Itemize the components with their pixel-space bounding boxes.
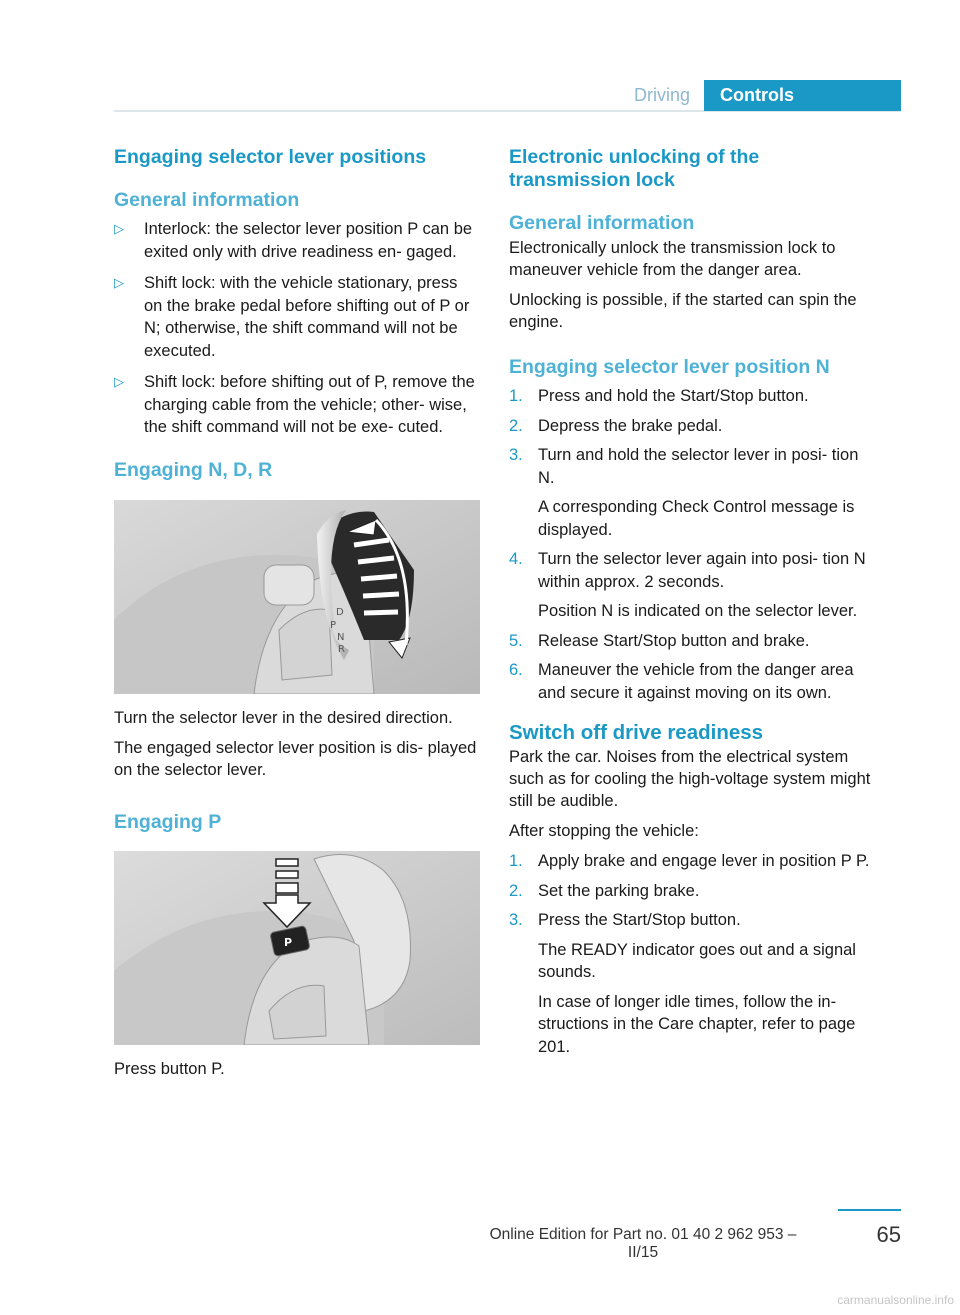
selector-lever-ndr-illustration bbox=[114, 500, 480, 694]
step-note: The READY indicator goes out and a signal sounds. bbox=[538, 940, 856, 981]
unlock-text-2: Unlocking is possible, if the started can spin the engine. bbox=[509, 291, 857, 331]
switch-off-steps bbox=[509, 850, 875, 1058]
engaging-ndr-heading: Engaging N, D, R bbox=[114, 458, 273, 481]
page-number: 65 bbox=[876, 1222, 901, 1247]
ndr-display-text: The engaged selector lever position is dis‐ played on the selector lever. bbox=[114, 738, 477, 779]
ndr-instruction-text: Turn the selector lever in the desired direction. bbox=[114, 708, 453, 727]
edition-footer: Online Edition for Part no. 01 40 2 962 953 – II/15 bbox=[489, 1226, 797, 1261]
gear-label-n: N bbox=[337, 631, 345, 643]
general-information-heading: General information bbox=[114, 189, 300, 211]
after-stopping-text: After stopping the vehicle: bbox=[509, 822, 699, 840]
interlock-bullets bbox=[114, 218, 480, 439]
switch-off-drive-readiness-heading: Switch off drive readiness bbox=[509, 721, 764, 744]
step-note: In case of longer idle times, follow the in‐ structions in the Care chapter, refer to page 201. bbox=[538, 992, 856, 1056]
park-button-illustration bbox=[114, 851, 480, 1045]
park-car-text: Park the car. Noises from the electrical system such as for cooling the high-voltage system might still be audible. bbox=[509, 748, 871, 810]
gear-label-d: D bbox=[336, 606, 344, 618]
triangle-bullet-icon: ▷ bbox=[114, 221, 124, 236]
list-item: 2. Depress the brake pedal. bbox=[509, 416, 723, 435]
list-item: 5. Release Start/Stop button and brake. bbox=[509, 631, 810, 650]
right-column bbox=[509, 146, 875, 1065]
step-note: Position N is indicated on the selector lever. bbox=[538, 602, 858, 620]
gear-label-p: P bbox=[330, 619, 337, 631]
triangle-bullet-icon: ▷ bbox=[114, 275, 124, 290]
gear-label-r: R bbox=[338, 643, 345, 655]
list-item: ▷ Interlock: the selector lever position P can be exited only with drive readiness en‐ gaged. bbox=[114, 220, 473, 261]
engaging-n-heading: Engaging selector lever position N bbox=[509, 356, 830, 378]
park-button-svg bbox=[114, 851, 480, 1045]
selector-lever-ndr-svg bbox=[114, 500, 480, 694]
engage-n-steps bbox=[509, 385, 875, 704]
list-item: 1. Press and hold the Start/Stop button. bbox=[509, 387, 809, 405]
triangle-bullet-icon: ▷ bbox=[114, 374, 124, 389]
electronic-unlocking-title: Electronic unlocking of the transmission lock bbox=[509, 146, 760, 191]
unlock-text-1: Electronically unlock the transmission lock to maneuver vehicle from the danger area. bbox=[509, 239, 836, 279]
list-item: 6. Maneuver the vehicle from the danger area and secure it against moving on its own. bbox=[509, 661, 854, 702]
header-section-driving: Driving bbox=[633, 85, 690, 105]
list-item: 3. Turn and hold the selector lever in posi‐ tion N. A corresponding Check Control message is displayed. bbox=[509, 444, 875, 541]
engaging-selector-lever-title: Engaging selector lever positions bbox=[114, 146, 427, 168]
header-chapter-controls: Controls bbox=[704, 80, 901, 111]
press-button-p-text: Press button P. bbox=[114, 1059, 225, 1078]
list-item: 3. Press the Start/Stop button. The READY indicator goes out and a signal sounds. In case of longer idle times, follow the in‐ structions in the Care chapter, refer to page 201. bbox=[509, 909, 875, 1058]
left-column bbox=[114, 146, 480, 1080]
list-item: 1. Apply brake and engage lever in position P P. bbox=[509, 852, 870, 870]
park-button-p-label: P bbox=[284, 935, 293, 949]
list-item: 4. Turn the selector lever again into posi‐ tion N within approx. 2 seconds. Position N is indicated on the selector lever. bbox=[509, 548, 875, 623]
list-item: 2. Set the parking brake. bbox=[509, 881, 700, 900]
watermark: carmanualsonline.info bbox=[837, 1293, 954, 1307]
list-item: ▷ Shift lock: before shifting out of P, remove the charging cable from the vehicle; other‐ wise, the shift command will not be exe‐ cuted. bbox=[114, 373, 475, 436]
engaging-p-heading: Engaging P bbox=[114, 810, 222, 833]
list-item: ▷ Shift lock: with the vehicle stationary, press on the brake pedal before shifting out of P or N; otherwise, the shift command will not be executed. bbox=[114, 274, 470, 360]
step-note: A corresponding Check Control message is displayed. bbox=[538, 498, 855, 539]
footer-rule bbox=[838, 1209, 901, 1211]
right-general-information-heading: General information bbox=[509, 212, 695, 234]
